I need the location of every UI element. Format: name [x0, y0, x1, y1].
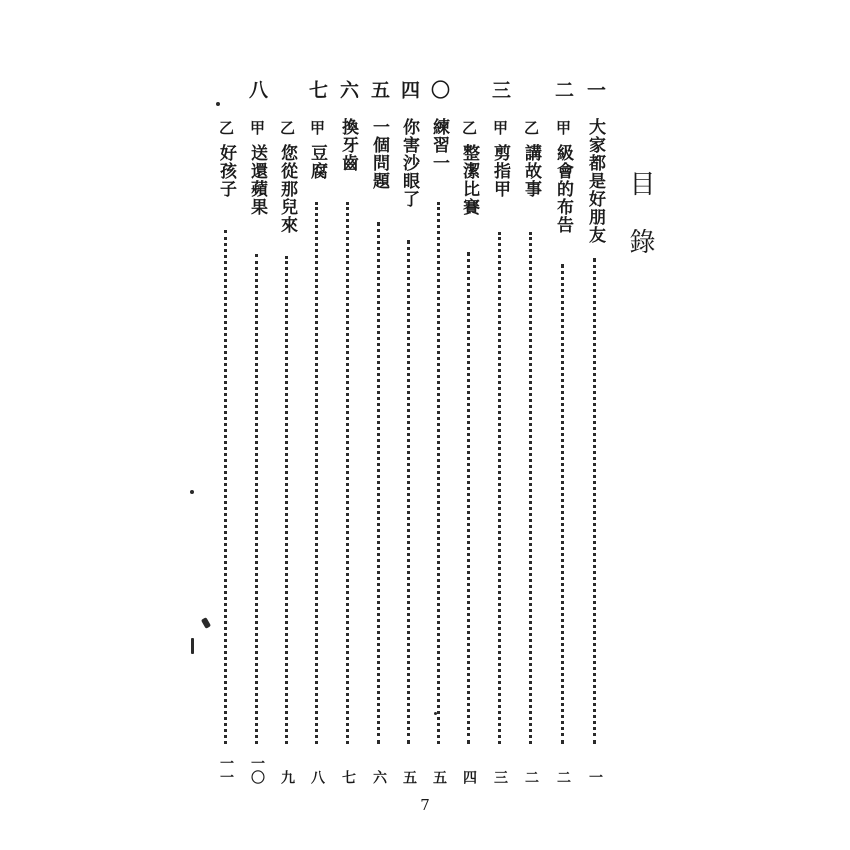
- chapter-title: 換牙齒: [338, 118, 358, 172]
- section-marker: 乙: [460, 120, 478, 135]
- toc-entry: [518, 72, 544, 784]
- chapter-number: 一: [584, 80, 606, 99]
- page-number: 四: [461, 770, 477, 784]
- dot-leader: [467, 252, 470, 744]
- chapter-number: 五: [368, 80, 390, 99]
- dot-leader: [255, 254, 258, 744]
- section-marker: 甲: [554, 120, 572, 135]
- chapter-title: 送還蘋果: [247, 144, 267, 216]
- dot-leader: [593, 258, 596, 744]
- dot-leader: [377, 222, 380, 744]
- toc-entry: [335, 72, 361, 784]
- toc-entry: [550, 72, 576, 784]
- page-number: 五: [431, 770, 447, 784]
- dot-leader: [561, 264, 564, 744]
- folio-page-number: 7: [420, 796, 430, 814]
- chapter-title: 級會的布告: [553, 144, 573, 234]
- section-marker: 甲: [248, 120, 266, 135]
- page-number: 三: [492, 770, 508, 784]
- toc-entry: [304, 72, 330, 784]
- chapter-title: 剪指甲: [490, 144, 510, 198]
- page-number: 一: [587, 770, 603, 784]
- dot-leader: [224, 230, 227, 744]
- toc-entry: [456, 72, 482, 784]
- chapter-title: 豆腐: [307, 144, 327, 180]
- page-number: 六: [371, 770, 387, 784]
- chapter-title: 一個問題: [369, 118, 389, 190]
- toc-entry: [244, 72, 270, 784]
- chapter-number: 〇: [428, 80, 450, 99]
- toc-entry: [426, 72, 452, 784]
- chapter-title: 你害沙眼了: [399, 118, 419, 208]
- dot-leader: [346, 202, 349, 744]
- toc-entry: [582, 72, 608, 784]
- page-number: 一〇: [249, 756, 265, 784]
- chapter-title: 好孩子: [216, 144, 236, 198]
- chapter-number: 四: [398, 80, 420, 99]
- chapter-number: 三: [489, 80, 511, 99]
- toc-entry: [274, 72, 300, 784]
- chapter-title: 講故事: [521, 144, 541, 198]
- section-marker: 乙: [278, 120, 296, 135]
- chapter-number: 七: [306, 80, 328, 99]
- chapter-number: 二: [552, 80, 574, 99]
- dot-leader: [315, 202, 318, 744]
- toc-entry: [213, 72, 239, 784]
- page-heading: 目錄: [625, 170, 655, 286]
- scan-speck: [190, 490, 194, 494]
- page-number: 二: [523, 770, 539, 784]
- chapter-title: 練習一: [429, 118, 449, 172]
- toc-entry: [396, 72, 422, 784]
- section-marker: 乙: [217, 120, 235, 135]
- section-marker: 甲: [491, 120, 509, 135]
- page-number: 一一: [218, 756, 234, 784]
- page-number: 七: [340, 770, 356, 784]
- chapter-title: 您從那兒來: [277, 144, 297, 234]
- chapter-title: 整潔比賽: [459, 144, 479, 216]
- dot-leader: [498, 232, 501, 744]
- toc-entry: [366, 72, 392, 784]
- page-number: 二: [555, 770, 571, 784]
- dot-leader: [437, 202, 440, 744]
- page-number: 八: [309, 770, 325, 784]
- chapter-number: 六: [337, 80, 359, 99]
- dot-leader: [407, 240, 410, 744]
- section-marker: 甲: [308, 120, 326, 135]
- toc-entry: [487, 72, 513, 784]
- page-number: 九: [279, 770, 295, 784]
- chapter-title: 大家都是好朋友: [585, 118, 605, 244]
- scan-mark: [191, 638, 194, 654]
- scan-speck: [434, 712, 437, 715]
- dot-leader: [285, 256, 288, 744]
- dot-leader: [529, 232, 532, 744]
- scan-speck: [201, 617, 211, 629]
- page-number: 五: [401, 770, 417, 784]
- scan-speck: [216, 102, 220, 106]
- chapter-number: 八: [246, 80, 268, 99]
- section-marker: 乙: [522, 120, 540, 135]
